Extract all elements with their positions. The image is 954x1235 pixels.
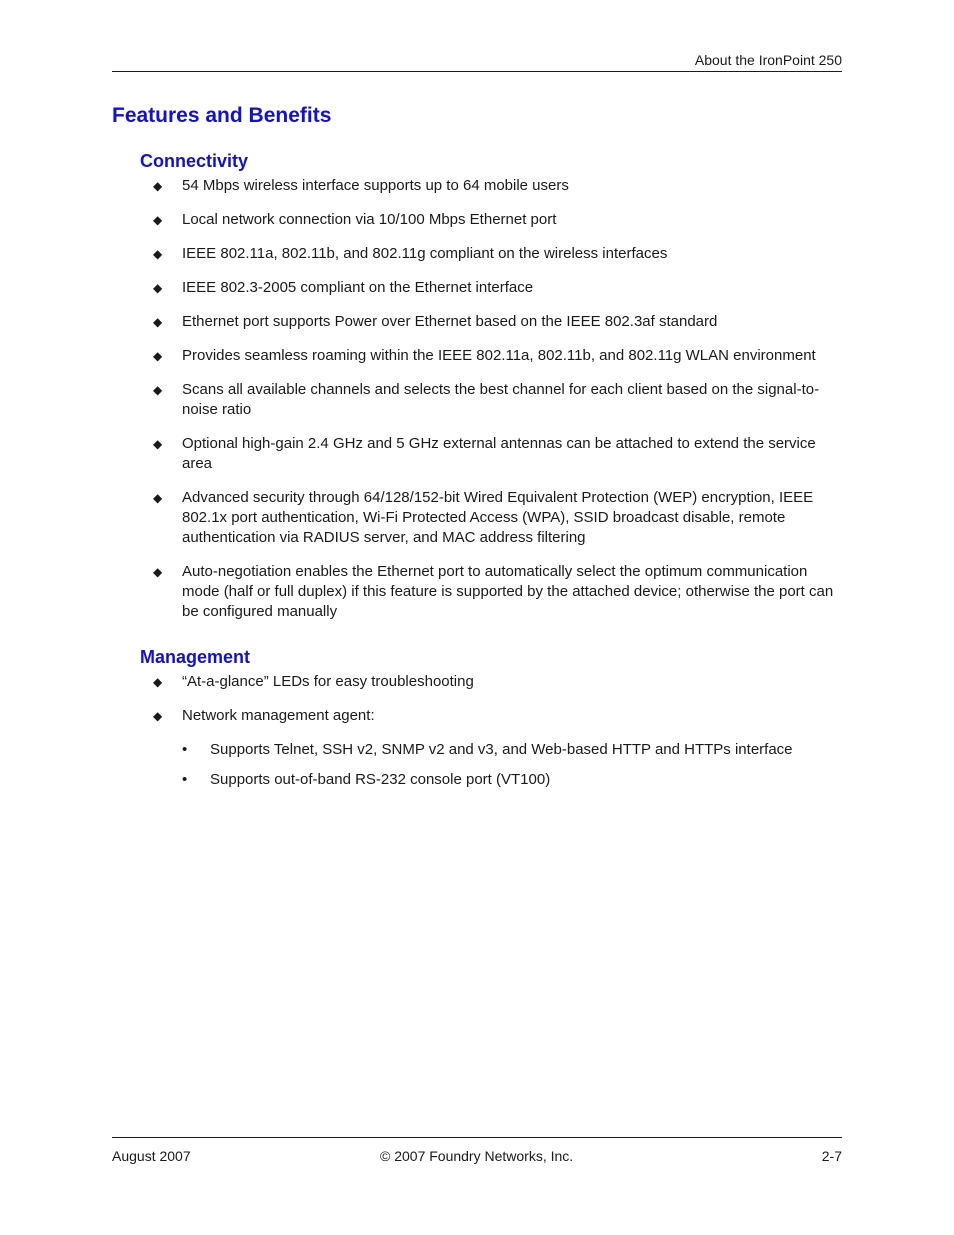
list-item xyxy=(140,380,845,420)
footer-rule xyxy=(112,1137,842,1138)
list-item-text: IEEE 802.3-2005 compliant on the Ethernet interface xyxy=(182,279,534,296)
list-item-text: Provides seamless roaming within the IEEE 802.11a, 802.11b, and 802.11g WLAN environment xyxy=(182,347,816,364)
management-sublist xyxy=(182,740,845,790)
page-title: Features and Benefits xyxy=(112,104,332,127)
list-item-text: Auto-negotiation enables the Ethernet port to automatically select the optimum communication mode (half or full duplex) if this feature is supported by the attached device; otherwise the port can be configured manually xyxy=(182,563,834,620)
list-item-text: “At-a-glance” LEDs for easy troubleshooting xyxy=(182,673,474,690)
running-header: About the IronPoint 250 xyxy=(694,52,842,68)
list-item xyxy=(140,706,845,790)
list-item-text: Local network connection via 10/100 Mbps Ethernet port xyxy=(182,211,557,228)
sub-list-item-text: Supports Telnet, SSH v2, SNMP v2 and v3, and Web-based HTTP and HTTPs interface xyxy=(210,741,793,758)
diamond-bullet-icon: ◆ xyxy=(153,247,163,261)
sub-list-item xyxy=(182,770,845,790)
management-list xyxy=(140,672,845,790)
list-item xyxy=(140,434,845,474)
list-item-text: Network management agent: xyxy=(182,707,375,724)
dot-bullet-icon: • xyxy=(182,771,188,788)
list-item xyxy=(140,672,845,692)
list-item-text: 54 Mbps wireless interface supports up to 64 mobile users xyxy=(182,177,569,194)
footer-date: August 2007 xyxy=(112,1148,191,1164)
diamond-bullet-icon: ◆ xyxy=(153,437,163,451)
list-item-text: Ethernet port supports Power over Ethernet based on the IEEE 802.3af standard xyxy=(182,313,718,330)
diamond-bullet-icon: ◆ xyxy=(153,565,163,579)
connectivity-heading: Connectivity xyxy=(140,151,249,171)
diamond-bullet-icon: ◆ xyxy=(153,315,163,329)
diamond-bullet-icon: ◆ xyxy=(153,281,163,295)
dot-bullet-icon: • xyxy=(182,741,188,758)
diamond-bullet-icon: ◆ xyxy=(153,213,163,227)
connectivity-section xyxy=(140,151,845,636)
list-item-text: Advanced security through 64/128/152-bit Wired Equivalent Protection (WEP) encryption, IEEE 802.1x port authentication, Wi-Fi Protected Access (WPA), SSID broadcast disable, remote authentication via RADIUS server, and MAC address filtering xyxy=(182,489,814,546)
list-item xyxy=(140,176,845,196)
diamond-bullet-icon: ◆ xyxy=(153,675,163,689)
connectivity-list xyxy=(140,176,845,622)
sub-list-item-text: Supports out-of-band RS-232 console port (VT100) xyxy=(210,771,551,788)
management-section xyxy=(140,647,845,804)
diamond-bullet-icon: ◆ xyxy=(153,383,163,397)
list-item xyxy=(140,278,845,298)
management-heading: Management xyxy=(140,647,251,667)
list-item xyxy=(140,210,845,230)
header-rule xyxy=(112,71,842,72)
diamond-bullet-icon: ◆ xyxy=(153,709,163,723)
diamond-bullet-icon: ◆ xyxy=(153,491,163,505)
list-item-text: Optional high-gain 2.4 GHz and 5 GHz external antennas can be attached to extend the service area xyxy=(182,435,816,472)
sub-list-item xyxy=(182,740,845,760)
list-item xyxy=(140,488,845,548)
list-item xyxy=(140,562,845,622)
list-item-text: Scans all available channels and selects the best channel for each client based on the signal-to-noise ratio xyxy=(182,381,820,418)
diamond-bullet-icon: ◆ xyxy=(153,349,163,363)
list-item xyxy=(140,244,845,264)
diamond-bullet-icon: ◆ xyxy=(153,179,163,193)
list-item xyxy=(140,346,845,366)
list-item xyxy=(140,312,845,332)
list-item-text: IEEE 802.11a, 802.11b, and 802.11g compliant on the wireless interfaces xyxy=(182,245,668,262)
footer-page-number: 2-7 xyxy=(821,1148,842,1164)
footer-copyright: © 2007 Foundry Networks, Inc. xyxy=(380,1148,574,1164)
